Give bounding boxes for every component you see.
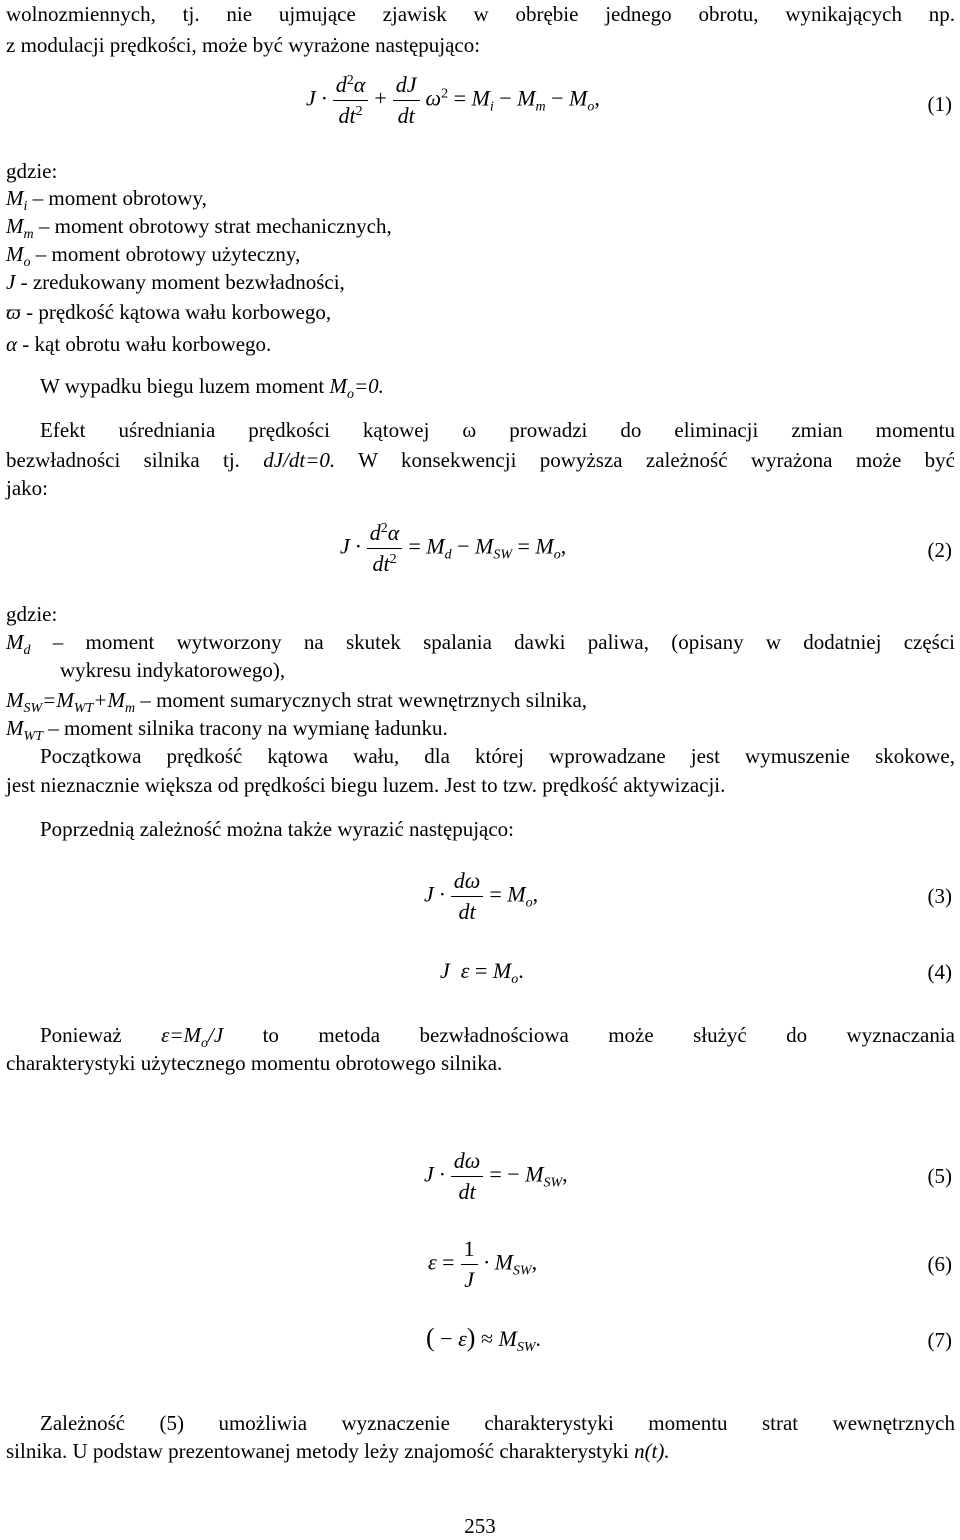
equation-number: (2) bbox=[927, 538, 952, 562]
text-line: Ponieważ $\varepsilon=M_o/J$ to metoda bezwładnościowa może służyć do wyznaczania bbox=[40, 1023, 955, 1051]
equation-number: (1) bbox=[927, 92, 952, 116]
equation-1: J · $\frac{d^2\alpha}{dt^2}$ + $\frac{dJ}{dt}$ $\omega^2 = M_i - M_m - M_o$, bbox=[306, 72, 600, 128]
text-line: charakterystyki użytecznego momentu obrotowego silnika. bbox=[6, 1051, 503, 1075]
equation-number: (5) bbox=[927, 1164, 952, 1188]
page-number: 253 bbox=[464, 1514, 496, 1538]
text-line: W wypadku biegu luzem moment $M_o=0$. bbox=[40, 374, 384, 402]
text-line: Poprzednią zależność można także wyrazić następująco: bbox=[40, 817, 515, 841]
text-line: Początkowa prędkość kątowa wału, dla której wprowadzane jest wymuszenie skokowe, bbox=[40, 744, 955, 768]
text-line: bezwładności silnika tj. dJ/dt=0. W konsekwencji powyższa zależność wyrażona może być bbox=[6, 448, 955, 472]
definition-mm: $M_m$ – moment obrotowy strat mechanicznych, bbox=[6, 214, 392, 242]
definition-j: J - zredukowany moment bezwładności, bbox=[6, 270, 345, 294]
equation-6: ε = $\frac{1}{J}$ · $M_{SW}$, bbox=[428, 1236, 538, 1292]
text-line: silnika. U podstaw prezentowanej metody leży znajomość charakterystyki n(t). bbox=[6, 1439, 670, 1463]
equation-7: ( − $\varepsilon) \approx M_{SW}$. bbox=[426, 1323, 542, 1355]
text-line: wykresu indykatorowego), bbox=[60, 658, 286, 682]
text-line: z modulacji prędkości, może być wyrażone następująco: bbox=[6, 33, 481, 57]
definition-mi: $M_i$ – moment obrotowy, bbox=[6, 186, 207, 214]
equation-2: J · $\frac{d^2\alpha}{dt^2}$ = $M_d - M_{SW} = M_o$, bbox=[340, 520, 567, 576]
definition-mo: $M_o$ – moment obrotowy użyteczny, bbox=[6, 242, 301, 270]
text-line: gdzie: bbox=[6, 602, 58, 626]
text-line: Efekt uśredniania prędkości kątowej ω prowadzi do eliminacji zmian momentu bbox=[40, 418, 955, 442]
equation-number: (4) bbox=[927, 960, 952, 984]
equation-number: (3) bbox=[927, 884, 952, 908]
equation-4: J $\varepsilon = M_o$. bbox=[440, 958, 524, 987]
equation-5: J · $\frac{d\omega}{dt}$ = − $M_{SW}$, bbox=[424, 1148, 568, 1204]
text-line: gdzie: bbox=[6, 159, 58, 183]
text-line: wolnozmiennych, tj. nie ujmujące zjawisk w obrębie jednego obrotu, wynikających np. bbox=[6, 2, 955, 26]
equation-3: J · $\frac{d\omega}{dt}$ = $M_o$, bbox=[424, 868, 539, 924]
definition-omega: ϖ - prędkość kątowa wału korbowego, bbox=[6, 300, 332, 324]
equation-number: (7) bbox=[927, 1328, 952, 1352]
definition-mwt: $M_{WT}$ – moment silnika tracony na wymianę ładunku. bbox=[6, 716, 448, 744]
definition-msw: $M_{SW}=M_{WT}+M_m$ – moment sumarycznych strat wewnętrznych silnika, bbox=[6, 688, 588, 716]
equation-number: (6) bbox=[927, 1252, 952, 1276]
definition-md: $M_d$ – moment wytworzony na skutek spalania dawki paliwa, (opisany w dodatniej części bbox=[6, 630, 955, 658]
text-line: Zależność (5) umożliwia wyznaczenie charakterystyki momentu strat wewnętrznych bbox=[40, 1411, 955, 1435]
definition-alpha: α - kąt obrotu wału korbowego. bbox=[6, 332, 272, 356]
text-line: jako: bbox=[6, 476, 48, 500]
text-line: jest nieznacznie większa od prędkości biegu luzem. Jest to tzw. prędkość aktywizacji. bbox=[6, 773, 726, 797]
